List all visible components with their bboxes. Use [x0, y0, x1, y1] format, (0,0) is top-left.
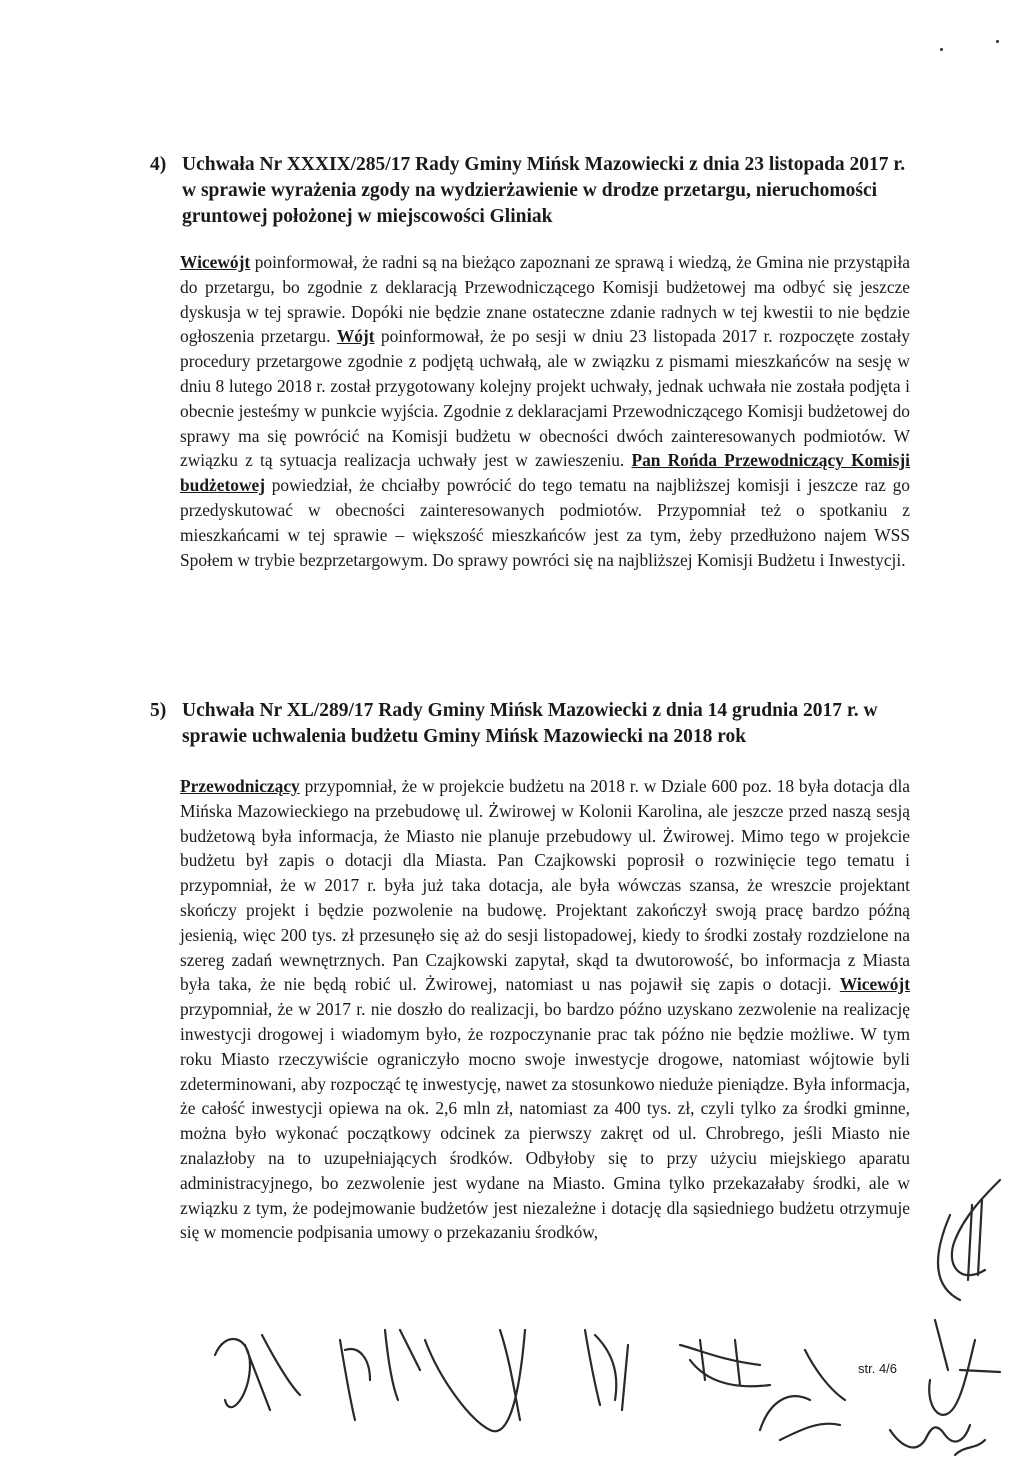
- signature: [340, 1330, 420, 1420]
- signature: [585, 1330, 628, 1410]
- margin-initials: [938, 1180, 1000, 1300]
- item-body: [150, 250, 910, 572]
- signature: [680, 1340, 770, 1386]
- speaker-name: Wójt: [336, 326, 375, 347]
- statement-text: poinformował, że po sesji w dniu 23 listopada 2017 r. rozpoczęte zostały procedury przetargowe zgodnie z podjętą uchwałą, ale w związku z pismami mieszkańców na sesję w dniu 8 lutego 2018 r. został przygotowany kolejny projekt uchwały, jednak uchwała nie została podjęta i obecnie jesteśmy w punkcie wyjścia. Zgodnie z deklaracjami Przewodniczącego Komisji budżetowej do sprawy ma się powrócić na Komisji budżetu w obecności dwóch zainteresowanych podmiotów. W związku z tą sytuacja realizacja uchwały jest w zawieszeniu.: [180, 326, 910, 471]
- item-number: 4): [150, 154, 167, 175]
- signature: [760, 1350, 845, 1440]
- speaker-name: Wicewójt: [839, 974, 910, 995]
- statement-text: poinformował, że radni są na bieżąco zapoznani ze sprawą i wiedzą, że Gmina nie przystąpiła do przetargu, bo zgodnie z deklaracją Przewodniczącego Komisji budżetowej ma odbyć się jeszcze dyskusja w tej sprawie. Dopóki nie będzie znane ostateczne zdanie radnych w tej kwestii to nie będzie ogłoszenia przetargu.: [180, 252, 910, 347]
- item-title: Uchwała Nr XL/289/17 Rady Gminy Mińsk Mazowiecki z dnia 14 grudnia 2017 r. w sprawie uchwalenia budżetu Gminy Mińsk Mazowiecki na 2018 rok: [182, 700, 878, 747]
- page-number: str. 4/6: [858, 1361, 898, 1376]
- margin-initials: [890, 1425, 985, 1455]
- agenda-item-4: [150, 152, 910, 572]
- item-title: Uchwała Nr XXXIX/285/17 Rady Gminy Mińsk Mazowiecki z dnia 23 listopada 2017 r. w sprawie wyrażenia zgody na wydzierżawienie w drodze przetargu, nieruchomości gruntowej położonej w miejscowości Gliniak: [182, 154, 906, 227]
- statement-text: powiedział, że chciałby powrócić do tego tematu na najbliższej komisji i jeszcze raz go przedyskutować w obecności zainteresowanych podmiotów. Przypomniał też o spotkaniu z mieszkańcami w tej sprawie – większość mieszkańców jest za tym, żeby przedłużono najem WSS Społem w trybie bezprzetargowym. Do sprawy powróci się na najbliższej Komisji Budżetu i Inwestycji.: [180, 475, 910, 570]
- speaker-name: Przewodniczący: [180, 776, 300, 796]
- margin-initials: [929, 1320, 1000, 1415]
- agenda-item-5: [150, 698, 910, 1245]
- item-number: 5): [150, 700, 167, 721]
- item-body: [150, 774, 910, 1245]
- item-heading: [150, 152, 910, 230]
- signature: [215, 1335, 300, 1410]
- signature: [425, 1330, 525, 1431]
- speaker-name: Pan Rońda Przewodniczący Komisji budżetowej: [180, 450, 910, 496]
- item-heading: [150, 698, 910, 750]
- scan-speck: [940, 48, 943, 51]
- statement-text: przypomniał, że w 2017 r. nie doszło do realizacji, bo bardzo późno uzyskano zezwolenie na realizację inwestycji drogowej i wiadomym było, że rozpoczynanie prac tak późno nie będzie możliwe. W tym roku Miasto rzeczywiście ograniczyło mocno swoje inwestycje drogowe, natomiast wójtowie byli zdeterminowani, aby rozpocząć tę inwestycję, nawet za stosunkowo nieduże pieniądze. Była informacja, że całość inwestycji opiewa na ok. 2,6 mln zł, natomiast za 400 tys. zł, czyli tylko za środki gminne, można było wykonać początkowy odcinek za pierwszy zakręt od ul. Chrobrego, jeśli Miasto nie znalazłoby na to uzupełniających środków. Odbyłoby się to przy użyciu miejskiego aparatu administracyjnego, bo zezwolenie jest wydane na Miasto. Gmina tylko przekazałaby środki, ale w związku z tym, że podejmowanie budżetów jest niezależne i dotację dla sąsiedniego budżetu otrzymuje się w momencie podpisania umowy o przekazaniu środków,: [180, 999, 910, 1243]
- scan-speck: [996, 40, 999, 43]
- statement-text: przypomniał, że w projekcie budżetu na 2018 r. w Dziale 600 poz. 18 była dotacja dla Mińska Mazowieckiego na przebudowę ul. Żwirowej w Kolonii Karolina, ale jeszcze przed naszą sesją budżetową była informacja, że Miasto nie planuje przebudowy ul. Żwirowej. Mimo tego w projekcie budżetu był zapis o dotacji dla Miasta. Pan Czajkowski poprosił o rozwinięcie tego tematu i przypomniał, że w 2017 r. była już taka dotacja, ale była wówczas szansa, że wreszcie projektant skończy projekt i będzie pozwolenie na budowę. Projektant zakończył swoją pracę bardzo późną jesienią, więc 200 tys. zł przesunęło się aż do sesji listopadowej, kiedy to środki zostały rozdzielone na szereg zadań wewnętrznych. Pan Czajkowski zapytał, skąd ta dwutorowość, bo informacja z Miasta była taka, że nie będą robić ul. Żwirowej, natomiast u nas pojawił się zapis o dotacji.: [180, 776, 910, 995]
- speaker-name: Wicewójt: [180, 252, 251, 272]
